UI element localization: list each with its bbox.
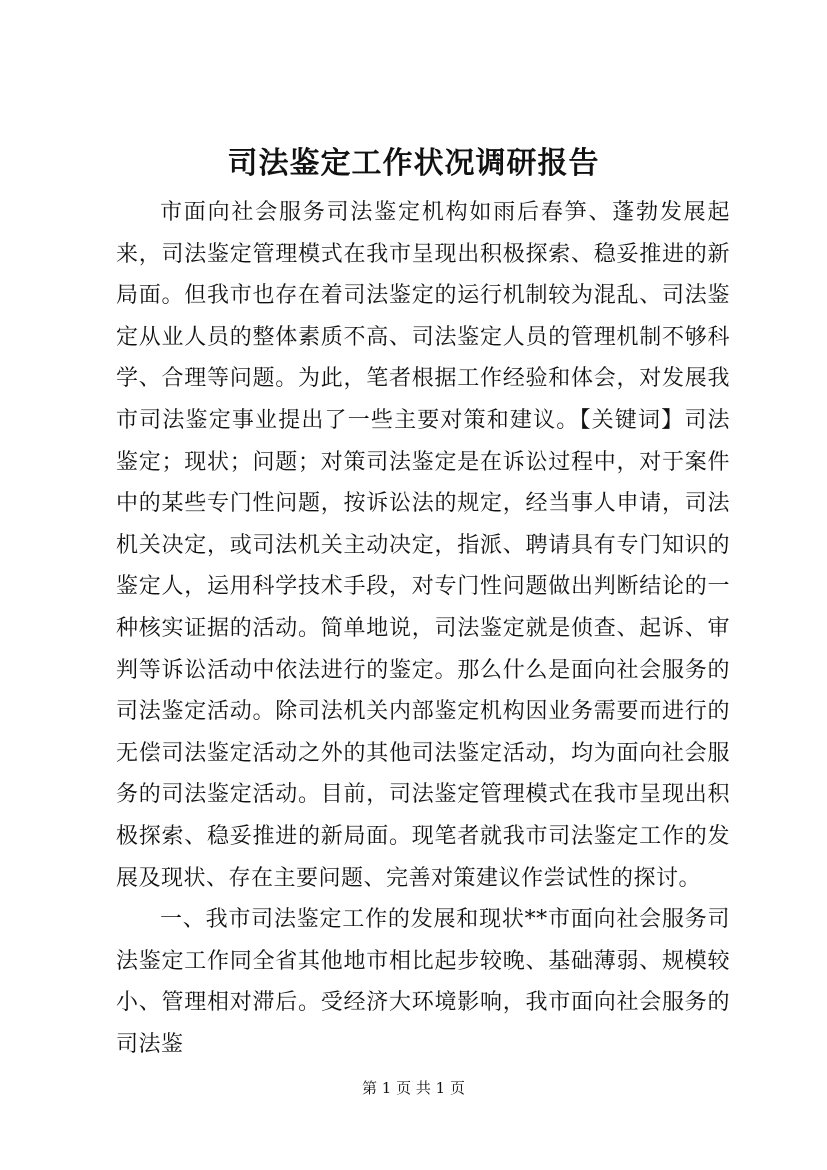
body-paragraph-1: 市面向社会服务司法鉴定机构如雨后春笋、蓬勃发展起来，司法鉴定管理模式在我市呈现出积极探索、稳妥推进的新局面。但我市也存在着司法鉴定的运行机制较为混乱、司法鉴定从业人员的整体素质不高、司法鉴定人员的管理机制不够科学、合理等问题。为此，笔者根据工作经验和体会，对发展我市司法鉴定事业提出了一些主要对策和建议。【关键词】司法鉴定；现状；问题；对策司法鉴定是在诉讼过程中，对于案件中的某些专门性问题，按诉讼法的规定，经当事人申请，司法机关决定，或司法机关主动决定，指派、聘请具有专门知识的鉴定人，运用科学技术手段，对专门性问题做出判断结论的一种核实证据的活动。简单地说，司法鉴定就是侦查、起诉、审判等诉讼活动中依法进行的鉴定。那么什么是面向社会服务的司法鉴定活动。除司法机关内部鉴定机构因业务需要而进行的无偿司法鉴定活动之外的其他司法鉴定活动，均为面向社会服务的司法鉴定活动。目前，司法鉴定管理模式在我市呈现出积极探索、稳妥推进的新局面。现笔者就我市司法鉴定工作的发展及现状、存在主要问题、完善对策建议作尝试性的探讨。 xyxy=(116,200,730,891)
document-body xyxy=(116,192,730,1065)
document-title: 司法鉴定工作状况调研报告 xyxy=(227,146,600,181)
body-paragraph-2: 一、我市司法鉴定工作的发展和现状**市面向社会服务司法鉴定工作同全省其他地市相比起步较晚、基础薄弱、规模较小、管理相对滞后。受经济大环境影响，我市面向社会服务的司法鉴 xyxy=(116,907,730,1057)
page-number-footer: 第 1 页 共 1 页 xyxy=(362,1079,465,1097)
